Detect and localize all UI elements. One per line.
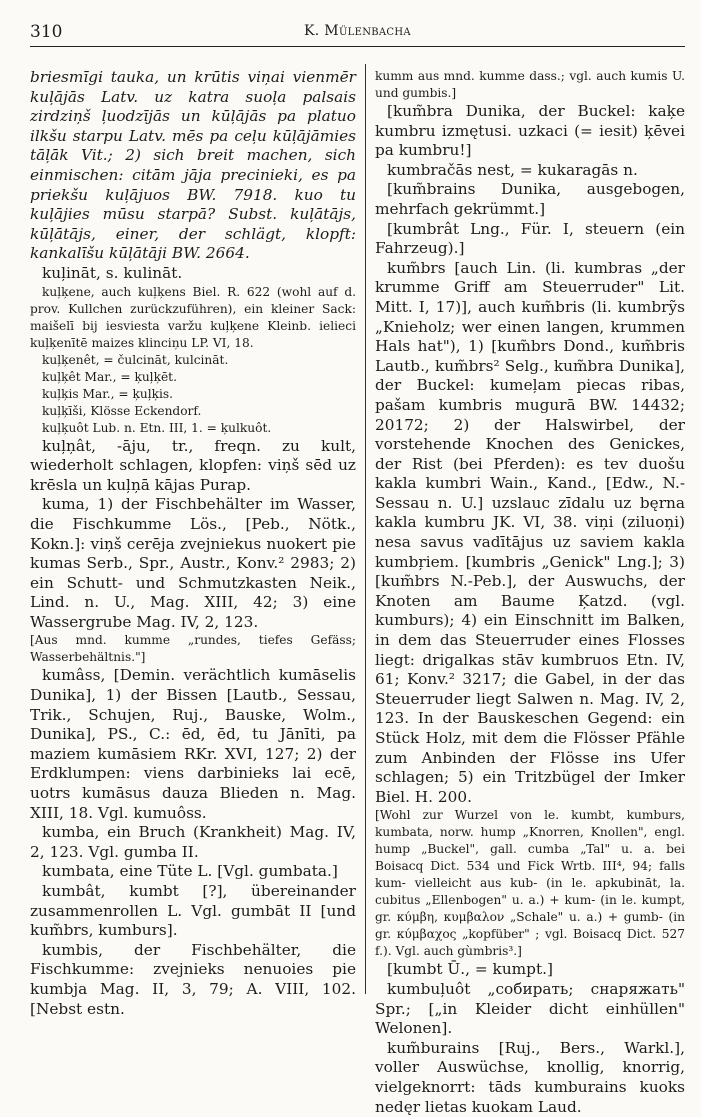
entry-kumbis: kumbis, der Fischbehälter, die Fischkumme: zvejnieks nenuoies pie kumbja Mag. II, 3, 79; A. VIII, 102. [Nebst estn. — [30, 940, 356, 1018]
entry-kulkuot: kuļķuôt Lub. n. Etn. III, 1. = ķulkuôt. — [42, 420, 272, 435]
entry-kulnat: kuļņât, -āju, tr., freqn. zu kult, wiederholt schlagen, klopfen: viņš sēd uz krēsla un kuļņā kājas Purap. — [30, 436, 356, 494]
entry-kumbrat: [kumbrât Lng., Für. I, steuern (ein Fahrzeug).] — [375, 219, 685, 258]
entry-kulkis: kuļķis Mar., = ķuļķis. — [42, 386, 174, 401]
entry-kumbrs-etymology: [Wohl zur Wurzel von le. kumbt, kumburs, kumbata, norw. hump „Knorren, Knollen", engl. hump „Buckel", gall. cumba „Tal" u. a. bei Boisacq Dict. 534 und Fick Wrtb. III⁴, 94; falls kum- vielleicht aus kub- (in le. apkubināt, la. cubitus „Ellenbogen" u. a.) + kum- (in le. kumpt, gr. κύμβη, κυμβαλον „Schale" u. a.) + gumb- (in gr. κύμβαχος „kopfüber" ; vgl. Boisacq Dict. 527 f.). Vgl. auch gùmbris³.] — [375, 808, 685, 959]
right-column — [375, 68, 685, 1117]
entry-kumbt: [kumbt Ū., = kumpt.] — [387, 960, 553, 979]
entry-kumburains: kum̃burains [Ruj., Bers., Warkl.], voller Auswüchse, knollig, knorrig, vielgeknorrt: tāds kumburains kuoks nedęr lietas kuokam Laud. — [375, 1038, 685, 1116]
page-header — [30, 20, 685, 47]
entry-kumbrs: kum̃brs [auch Lin. (li. kumbras „der krumme Griff am Steuerruder" Lit. Mitt. I, 17)], auch kum̃bris (li. kumbrỹs „Knieholz; wer einen langen, krummen Hals hat"), 1) [kum̃brs Dond., kum̃bris Lautb., kum̃brs² Selg., kum̃bra Dunika], der Buckel: kumeļam piecas ribas, pašam kumbris mugurā BW. 14432; 20172; 2) der Halswirbel, der vorstehende Knochen des Genickes, der Rist (bei Pferden): es tev duošu kakla kumbri Wain., Kand., [Edw., N.-Sessau n. U.] uzslauc zīdalu uz bęrna kakla kumbru JK. VI, 38. viņi (ziluoņi) nesa savus vadītājus uz saviem kakla kumbŗiem. [kumbris „Genick" Lng.]; 3) [kum̃brs N.-Peb.], der Auswuchs, der Knoten am Baume Ķatzd. (vgl. kumburs); 4) ein Einschnitt im Balken, in dem das Steuerruder eines Flosses liegt: drigalkas stāv kumbruos Etn. IV, 61; Konv.² 3217; die Gabel, in der das Steuerruder liegt Salwen n. Mag. IV, 2, 123. In der Bauskeschen Gegend: ein Stück Holz, mit dem die Flösser Pfähle zum Anbinden der Flösse ins Ufer schlagen; 5) ein Tritzbügel der Imker Biel. H. 200. — [375, 258, 685, 806]
entry-kumbuluot: kumbuļuôt „собирать; снаряжать" Spr.; [„in Kleider dicht einhüllen" Welonen]. — [375, 979, 685, 1038]
entry-kumba: kumba, ein Bruch (Krankheit) Mag. IV, 2, 123. Vgl. gumba II. — [30, 823, 356, 861]
column-divider — [365, 64, 366, 994]
entry-kuma-etymology: [Aus mnd. kumme „rundes, tiefes Gefäss; Wasserbehältnis."] — [30, 633, 356, 665]
entry-kuljaties-continued: briesmīgi tauka, un krūtis viņai vienmēr kuļājās Latv. uz katra suoļa palsais zirdziņš ļuodzījās un kūļājās pa platuo ilkšu starpu Latv. mēs pa ceļu kūļājāmies tāļāk Vit.; 2) sich breit machen, sich einmischen: citām jāja precinieki, es pa priekšu kuļājuos BW. 7918. kuo tu kuļājies mūsu starpā? Subst. kuļātājs, kūļātājs, einer, der schlägt, klopft: kankalīšu kūļātāji BW. 2664. — [30, 68, 356, 263]
entry-kulkene: kuļķene, auch kuļķens Biel. R. 622 (wohl auf d. prov. Kullchen zurückzuführen), ein kleiner Sack: maišelī bij iesviesta varžu kuļķene Kleinb. ielieci kuļķenītē maizes klinciņu LP. VI, 18. — [30, 284, 356, 350]
running-head: K. Mülenbacha — [304, 23, 411, 39]
entry-kulkisi: kuļķīši, Klösse Eckendorf. — [42, 403, 202, 418]
entry-kumbra: [kum̃bra Dunika, der Buckel: kaķe kumbru izmętusi. uzkaci (= iesit) ķēvei pa kumbru!] — [375, 102, 685, 160]
entry-kumbat: kumbât, kumbt [?], übereinander zusammenrollen L. Vgl. gumbāt II [und kum̃brs, kumburs]. — [30, 882, 356, 940]
left-column — [30, 68, 356, 1019]
entry-kulinat: kuļināt, s. kulināt. — [42, 263, 183, 282]
entry-kumbata: kumbata, eine Tüte L. [Vgl. gumbata.] — [42, 862, 338, 881]
entry-kumbracas: kumbračās nest, = kukaragās n. — [387, 160, 638, 179]
entry-kumbrains: [kum̃brains Dunika, ausgebogen, mehrfach gekrümmt.] — [375, 180, 685, 218]
page-number: 310 — [30, 22, 63, 42]
entry-kumass: kumâss, [Demin. verächtlich kumāselis Dunika], 1) der Bissen [Lautb., Sessau, Trik., Schujen, Ruj., Bauske, Wolm., Dunika], PS., C.: ēd, ēd, tu Jānīti, pa maziem kumāsiem RKr. XVI, 127; 2) der Erdklumpen: viens darbinieks lai ecē, uotrs kumāsus dauza Blieden n. Mag. XIII, 18. Vgl. kumuôss. — [30, 666, 356, 822]
entry-kumbis-etymology: kumm aus mnd. kumme dass.; vgl. auch kumis U. und gumbis.] — [375, 69, 685, 100]
entry-kuma: kuma, 1) der Fischbehälter im Wasser, die Fischkumme Lös., [Peb., Nötk., Kokn.]: viņš cerēja zvejniekus nuokert pie kumas Serb., Spr., Austr., Konv.² 2983; 2) ein Schutt- und Schmutzkasten Neik., Lind. n. U., Mag. XIII, 42; 3) eine Wassergrube Mag. IV, 2, 123. — [30, 495, 356, 631]
entry-kulket: kuļķêt Mar., = ķuļķēt. — [42, 369, 177, 384]
entry-kulkenet: kuļķenêt, = čulcināt, kulcināt. — [42, 352, 229, 367]
